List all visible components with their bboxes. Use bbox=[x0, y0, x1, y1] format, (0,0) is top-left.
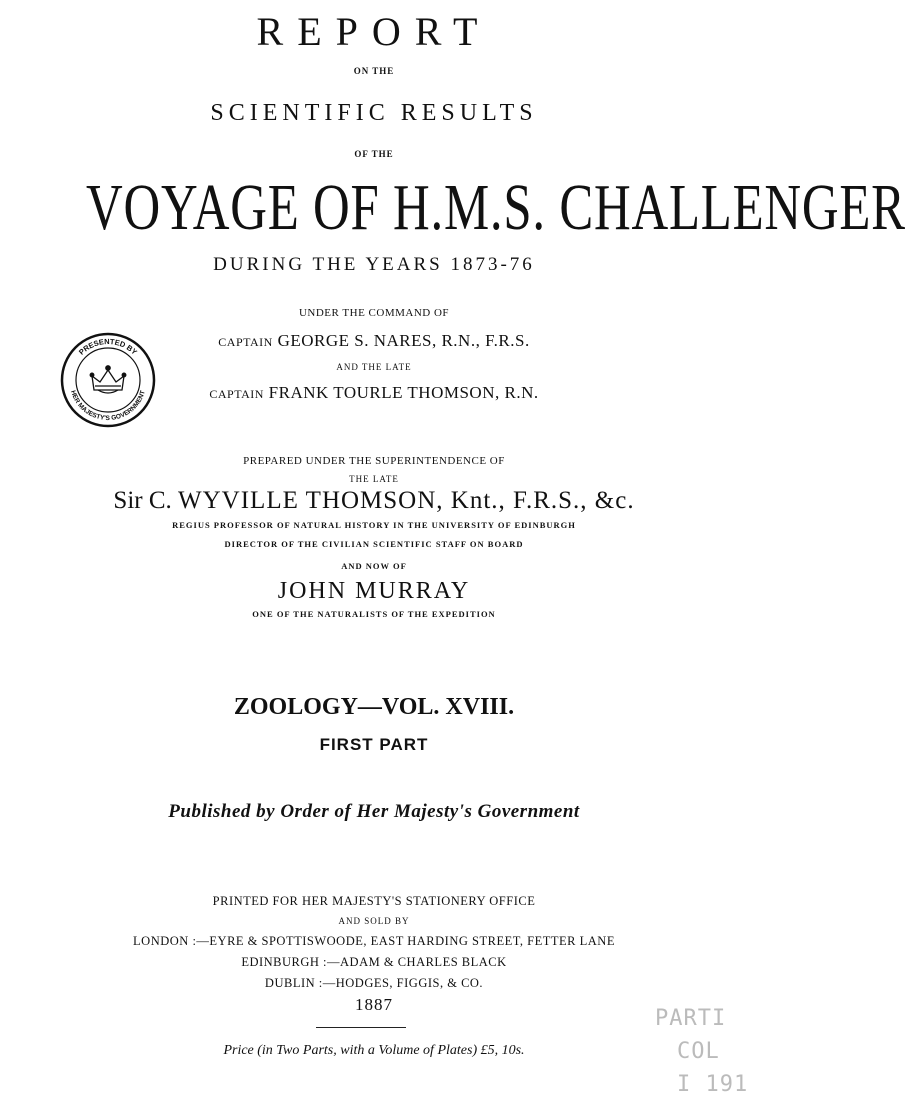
captain-thomson-name: FRANK TOURLE THOMSON, R.N. bbox=[268, 383, 539, 402]
prepared-text: PREPARED UNDER THE SUPERINTENDENCE OF bbox=[243, 455, 505, 467]
captain-title: CAPTAIN bbox=[209, 387, 264, 401]
sold-by-text: AND SOLD BY bbox=[338, 916, 410, 926]
published-by-order-text: Published by Order of Her Majesty's Government bbox=[168, 801, 580, 822]
naturalist-text: ONE OF THE NATURALISTS OF THE EXPEDITION bbox=[252, 609, 496, 619]
wyville-prefix: Sir C. bbox=[113, 487, 172, 514]
stamp-line: COL bbox=[677, 1039, 720, 1064]
edinburgh-publisher: EDINBURGH :—ADAM & CHARLES BLACK bbox=[241, 955, 507, 969]
price-text: Price (in Two Parts, with a Volume of Plates) £5, 10s. bbox=[223, 1043, 525, 1058]
regius-text: REGIUS PROFESSOR OF NATURAL HISTORY IN THE UNIVERSITY OF EDINBURGH bbox=[172, 520, 576, 530]
scientific-results-heading: SCIENTIFIC RESULTS bbox=[210, 100, 538, 126]
stamp-line: PARTI bbox=[655, 1006, 727, 1031]
wyville-name: WYVILLE THOMSON, Knt., F.R.S., &c. bbox=[178, 487, 635, 514]
voyage-title: VOYAGE OF H.M.S. CHALLENGER bbox=[86, 171, 906, 244]
of-the-text: OF THE bbox=[354, 149, 394, 159]
on-the-text: ON THE bbox=[353, 66, 395, 76]
london-publisher: LONDON :—EYRE & SPOTTISWOODE, EAST HARDING STREET, FETTER LANE bbox=[133, 934, 615, 948]
presentation-seal bbox=[58, 330, 158, 430]
volume-title: ZOOLOGY—VOL. XVIII. bbox=[233, 694, 515, 720]
the-late-text: THE LATE bbox=[349, 474, 399, 484]
captain-nares-name: GEORGE S. NARES, R.N., F.R.S. bbox=[277, 331, 530, 350]
stamp-line: I 191 bbox=[677, 1072, 749, 1097]
seal-bottom-text: HER MAJESTY'S GOVERNMENT bbox=[69, 389, 147, 423]
and-the-late-text: AND THE LATE bbox=[336, 362, 412, 372]
publication-year: 1887 bbox=[355, 995, 393, 1014]
report-title: REPORT bbox=[256, 9, 492, 54]
and-now-of-text: AND NOW OF bbox=[341, 561, 407, 571]
director-text: DIRECTOR OF THE CIVILIAN SCIENTIFIC STAFF ON BOARD bbox=[224, 539, 524, 549]
during-years-text: DURING THE YEARS 1873-76 bbox=[213, 254, 535, 275]
printed-for-text: PRINTED FOR HER MAJESTY'S STATIONERY OFFICE bbox=[212, 894, 536, 908]
library-stamp bbox=[655, 1002, 748, 1099]
divider-rule bbox=[316, 1027, 406, 1028]
first-part-text: FIRST PART bbox=[319, 735, 429, 754]
wyville-thomson-line bbox=[0, 487, 748, 515]
under-command-text: UNDER THE COMMAND OF bbox=[298, 307, 450, 319]
crown-icon bbox=[90, 366, 126, 393]
seal-top-text: PRESENTED BY bbox=[77, 336, 139, 357]
captain-title: CAPTAIN bbox=[218, 335, 273, 349]
john-murray-name: JOHN MURRAY bbox=[277, 578, 471, 604]
dublin-publisher: DUBLIN :—HODGES, FIGGIS, & CO. bbox=[264, 976, 484, 990]
